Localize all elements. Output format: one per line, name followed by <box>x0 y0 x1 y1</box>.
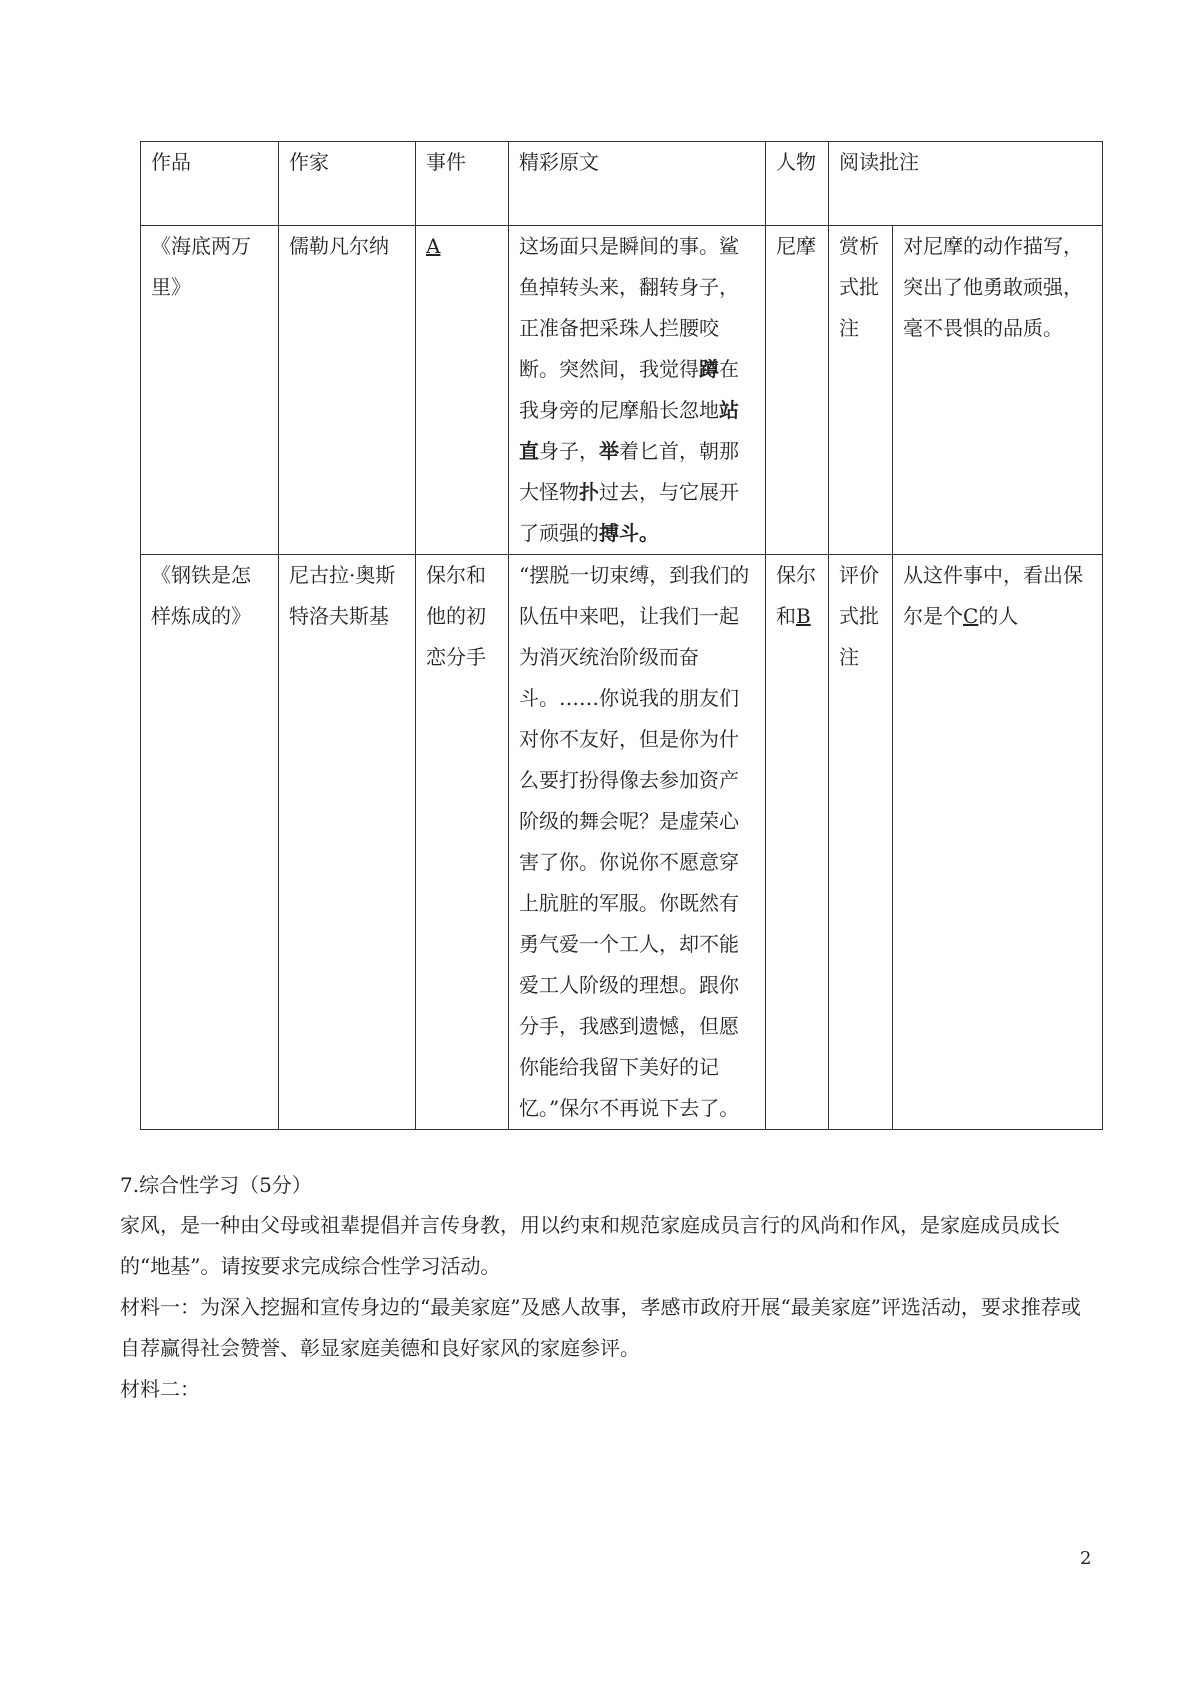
table-row <box>141 226 1103 555</box>
section-heading: 7.综合性学习（5分） <box>120 1173 312 1197</box>
cell-annotation-type: 评价式批注 <box>829 555 893 1130</box>
cell-excerpt <box>509 226 766 555</box>
page-number: 2 <box>1080 1548 1092 1569</box>
excerpt-text: 身子， <box>539 439 599 463</box>
material-one: 材料一：为深入挖掘和宣传身边的“最美家庭”及感人故事，孝感市政府开展“最美家庭”评选活动，要求推荐或自荐赢得社会赞誉、彰显家庭美德和良好家风的家庭参评。 <box>120 1295 1081 1360</box>
excerpt-text: 这场面只是瞬间的事。鲨鱼掉转头来，翻转身子，正准备把采珠人拦腰咬断。突然间，我觉得 <box>519 234 739 381</box>
blank-b: B <box>796 604 811 628</box>
cell-annotation-type: 赏析式批注 <box>829 226 893 555</box>
annotation-text: 的人 <box>978 604 1019 628</box>
cell-annotation: 对尼摩的动作描写，突出了他勇敢顽强，毫不畏惧的品质。 <box>893 226 1103 555</box>
blank-a: A <box>426 234 441 258</box>
excerpt-text: 在我身旁的尼摩船长忽地 <box>519 357 739 422</box>
cell-character <box>766 555 829 1130</box>
excerpt-text: 过去，与它展开了顽强的 <box>519 480 739 545</box>
cell-excerpt: “摆脱一切束缚，到我们的队伍中来吧，让我们一起为消灭统治阶级而奋斗。……你说我的朋友们对你不友好，但是你为什么要打扮得像去参加资产阶级的舞会呢？是虚荣心害了你。你说你不愿意穿上肮脏的军服。你既然有勇气爱一个工人，却不能爱工人阶级的理想。跟你分手，我感到遗憾，但愿你能给我留下美好的记忆。”保尔不再说下去了。 <box>509 555 766 1130</box>
header-author: 作家 <box>279 142 416 226</box>
table-header-row <box>141 142 1103 226</box>
character-text: 保尔和 <box>776 563 816 628</box>
cell-annotation <box>893 555 1103 1130</box>
cell-author: 儒勒凡尔纳 <box>279 226 416 555</box>
blank-c: C <box>963 604 979 628</box>
excerpt-text: 着匕首，朝那大怪物 <box>519 439 739 504</box>
section-intro: 家风，是一种由父母或祖辈提倡并言传身教，用以约束和规范家庭成员言行的风尚和作风，是家庭成员成长的“地基”。请按要求完成综合性学习活动。 <box>120 1213 1060 1278</box>
cell-event <box>416 226 509 555</box>
excerpt-bold-word: 搏斗。 <box>599 521 659 545</box>
header-work: 作品 <box>141 142 279 226</box>
header-event: 事件 <box>416 142 509 226</box>
annotation-text: 从这件事中，看出保尔是个 <box>903 563 1083 628</box>
header-character: 人物 <box>766 142 829 226</box>
cell-work: 《钢铁是怎样炼成的》 <box>141 555 279 1130</box>
cell-character: 尼摩 <box>766 226 829 555</box>
excerpt-bold-word: 举 <box>599 439 619 463</box>
header-annotation: 阅读批注 <box>829 142 1103 226</box>
cell-work: 《海底两万里》 <box>141 226 279 555</box>
excerpt-bold-word: 站直 <box>519 398 739 463</box>
cell-event: 保尔和他的初恋分手 <box>416 555 509 1130</box>
material-two: 材料二： <box>120 1377 200 1401</box>
table-row <box>141 555 1103 1130</box>
header-excerpt: 精彩原文 <box>509 142 766 226</box>
cell-author: 尼古拉·奥斯特洛夫斯基 <box>279 555 416 1130</box>
reading-notes-table <box>140 141 1103 1130</box>
excerpt-bold-word: 蹲 <box>699 357 719 381</box>
excerpt-bold-word: 扑 <box>579 480 599 504</box>
